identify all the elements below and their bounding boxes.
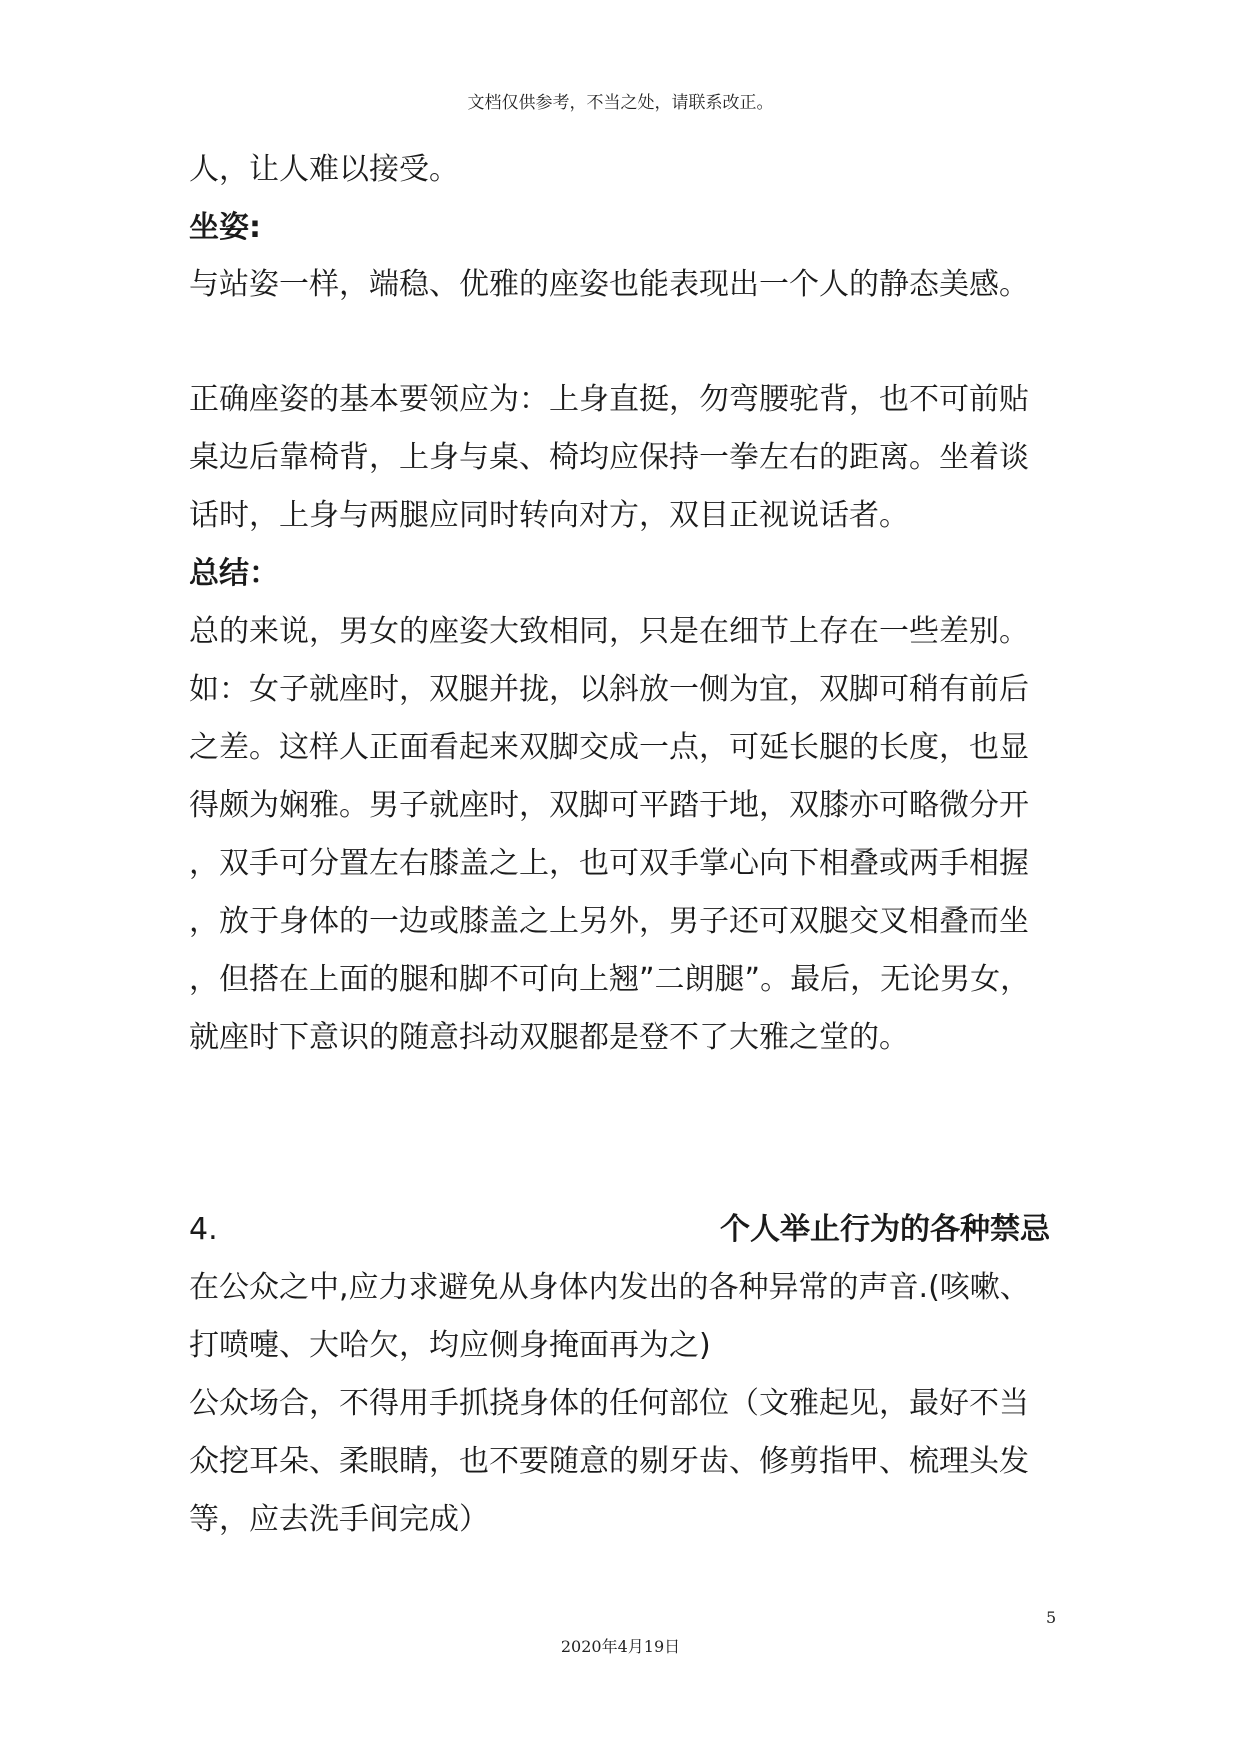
line-1: 人，让人难以接受。 bbox=[189, 152, 459, 187]
section-4-number: 4. bbox=[189, 1212, 218, 1247]
line-15: 就座时下意识的随意抖动双腿都是登不了大雅之堂的。 bbox=[189, 1020, 909, 1055]
page-number: 5 bbox=[1046, 1608, 1057, 1627]
line-17: 打喷嚏、大哈欠，均应侧身掩面再为之) bbox=[189, 1328, 711, 1363]
line-14: ，但搭在上面的腿和脚不可向上翘”二朗腿”。最后，无论男女， bbox=[189, 962, 1031, 997]
line-5: 桌边后靠椅背，上身与桌、椅均应保持一拳左右的距离。坐着谈 bbox=[189, 440, 1029, 475]
page-header: 文档仅供参考，不当之处，请联系改正。 bbox=[467, 93, 774, 113]
line-20: 等，应去洗手间完成） bbox=[189, 1502, 489, 1537]
line-13: ，放于身体的一边或膝盖之上另外，男子还可双腿交叉相叠而坐 bbox=[189, 904, 1029, 939]
line-16: 在公众之中,应力求避免从身体内发出的各种异常的声音.(咳嗽、 bbox=[189, 1270, 1030, 1305]
line-8: 总的来说，男女的座姿大致相同，只是在细节上存在一些差别。 bbox=[189, 614, 1029, 649]
line-11: 得颇为娴雅。男子就座时，双脚可平踏于地，双膝亦可略微分开 bbox=[189, 788, 1029, 823]
heading-summary: 总结： bbox=[189, 556, 279, 591]
line-6: 话时，上身与两腿应同时转向对方，双目正视说话者。 bbox=[189, 498, 909, 533]
line-12: ，双手可分置左右膝盖之上，也可双手掌心向下相叠或两手相握 bbox=[189, 846, 1029, 881]
line-3: 与站姿一样，端稳、优雅的座姿也能表现出一个人的静态美感。 bbox=[189, 267, 1029, 302]
line-10: 之差。这样人正面看起来双脚交成一点，可延长腿的长度，也显 bbox=[189, 730, 1029, 765]
heading-sitting: 坐姿: bbox=[189, 210, 261, 245]
line-18: 公众场合，不得用手抓挠身体的任何部位（文雅起见，最好不当 bbox=[189, 1386, 1029, 1421]
line-4: 正确座姿的基本要领应为：上身直挺，勿弯腰驼背，也不可前贴 bbox=[189, 382, 1029, 417]
section-4-title: 个人举止行为的各种禁忌 bbox=[720, 1212, 1050, 1247]
line-19: 众挖耳朵、柔眼睛，也不要随意的剔牙齿、修剪指甲、梳理头发 bbox=[189, 1444, 1029, 1479]
line-9: 如：女子就座时，双腿并拢，以斜放一侧为宜，双脚可稍有前后 bbox=[189, 672, 1029, 707]
footer-date: 2020年4月19日 bbox=[560, 1637, 681, 1656]
